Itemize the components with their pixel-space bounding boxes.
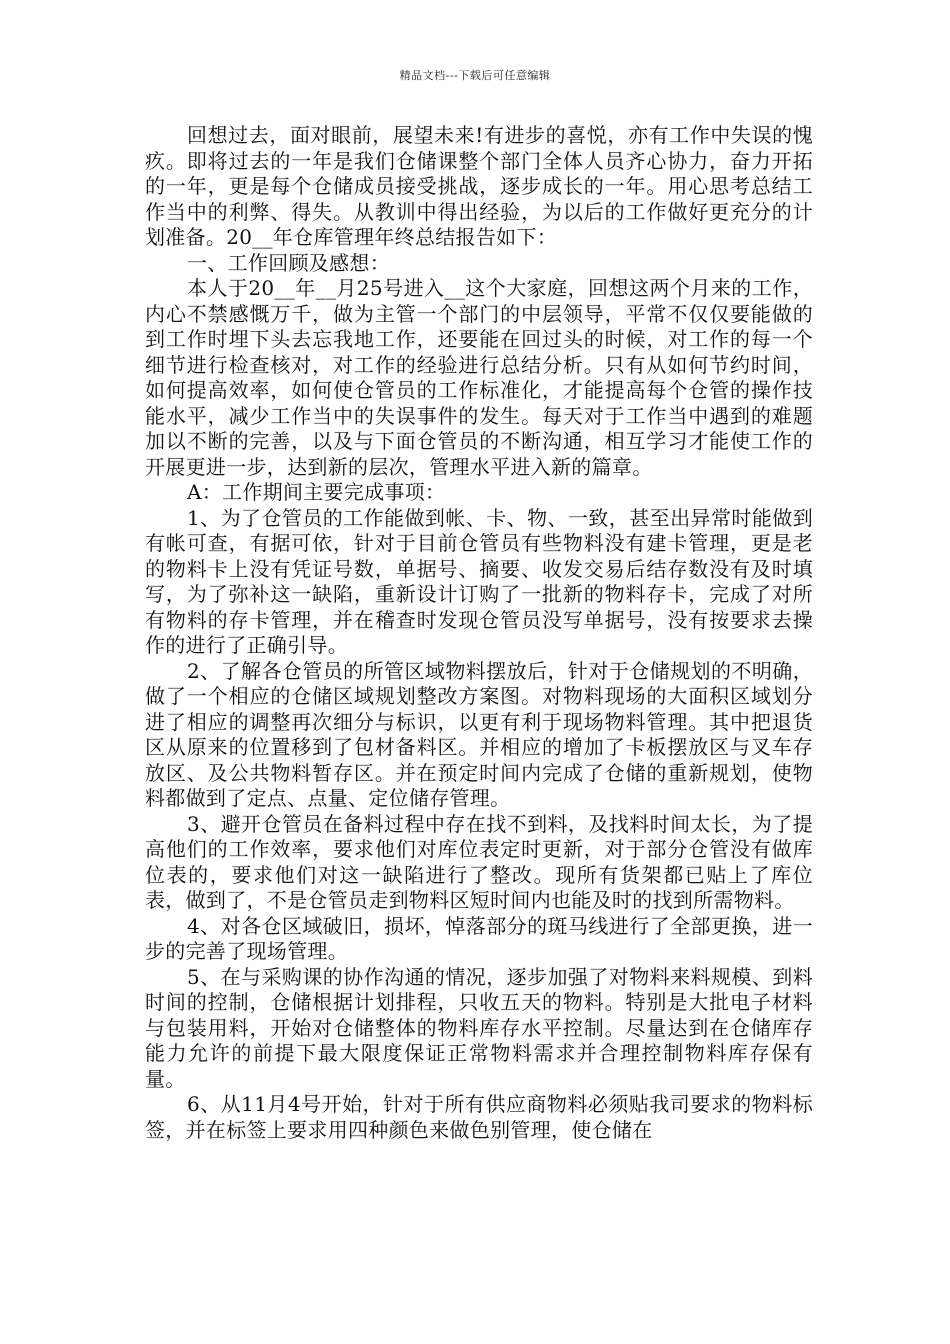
paragraph-item-5: 5、在与采购课的协作沟通的情况，逐步加强了对物料来料规模、到料时间的控制，仓储根据计划排程，只收五天的物料。特别是大批电子材料与包装用料，开始对仓储整体的物料库存水平控制。尽量达到在仓储库存能力允许的前提下最大限度保证正常物料需求并合理控制物料库存保有量。 — [145, 964, 813, 1091]
paragraph-item-3: 3、避开仓管员在备料过程中存在找不到料，及找料时间太长，为了提高他们的工作效率，要求他们对库位表定时更新，对于部分仓管没有做库位表的，要求他们对这一缺陷进行了整改。现所有货架都已贴上了库位表，做到了，不是仓管员走到物料区短时间内也能及时的找到所需物料。 — [145, 811, 813, 912]
paragraph-review: 本人于20__年__月25号进入__这个大家庭，回想这两个月来的工作，内心不禁感慨万千，做为主管一个部门的中层领导，平常不仅仅要能做的到工作时埋下头去忘我地工作，还要能在回过头的时候，对工作的每一个细节进行检查核对，对工作的经验进行总结分析。只有从如何节约时间，如何提高效率，如何使仓管员的工作标准化，才能提高每个仓管的操作技能水平，减少工作当中的失误事件的发生。每天对于工作当中遇到的难题加以不断的完善，以及与下面仓管员的不断沟通，相互学习才能使工作的开展更进一步，达到新的层次，管理水平进入新的篇章。 — [145, 276, 813, 479]
document-body — [145, 123, 813, 1143]
page-header: 精品文档---下载后可任意编辑 — [399, 69, 551, 82]
subheading-completed-items: A：工作期间主要完成事项： — [187, 480, 446, 504]
section-heading-review: 一、工作回顾及感想： — [187, 250, 390, 275]
paragraph-intro: 回想过去，面对眼前，展望未来!有进步的喜悦，亦有工作中失误的愧疚。即将过去的一年是我们仓储课整个部门全体人员齐心协力，奋力开拓的一年，更是每个仓储成员接受挑战，逐步成长的一年。用心思考总结工作当中的利弊、得失。从教训中得出经验，为以后的工作做好更充分的计划准备。20__年仓库管理年终总结报告如下： — [145, 123, 813, 249]
paragraph-item-1: 1、为了仓管员的工作能做到帐、卡、物、一致，甚至出异常时能做到有帐可查，有据可依，针对于目前仓管员有些物料没有建卡管理，更是老的物料卡上没有凭证号数，单据号、摘要、收发交易后结存数没有及时填写，为了弥补这一缺陷，重新设计订购了一批新的物料存卡，完成了对所有物料的存卡管理，并在稽查时发现仓管员没写单据号，没有按要求去操作的进行了正确引导。 — [145, 505, 813, 657]
paragraph-item-2: 2、了解各仓管员的所管区域物料摆放后，针对于仓储规划的不明确，做了一个相应的仓储区域规划整改方案图。对物料现场的大面积区域划分进了相应的调整再次细分与标识，以更有利于现场物料管理。其中把退货区从原来的位置移到了包材备料区。并相应的增加了卡板摆放区与叉车存放区、及公共物料暂存区。并在预定时间内完成了仓储的重新规划，使物料都做到了定点、点量、定位储存管理。 — [145, 658, 813, 810]
paragraph-item-4: 4、对各仓区域破旧，损坏，悼落部分的斑马线进行了全部更换，进一步的完善了现场管理。 — [145, 913, 813, 963]
paragraph-item-6: 6、从11月4号开始，针对于所有供应商物料必须贴我司要求的物料标签，并在标签上要求用四种颜色来做色别管理，使仓储在 — [145, 1092, 813, 1142]
